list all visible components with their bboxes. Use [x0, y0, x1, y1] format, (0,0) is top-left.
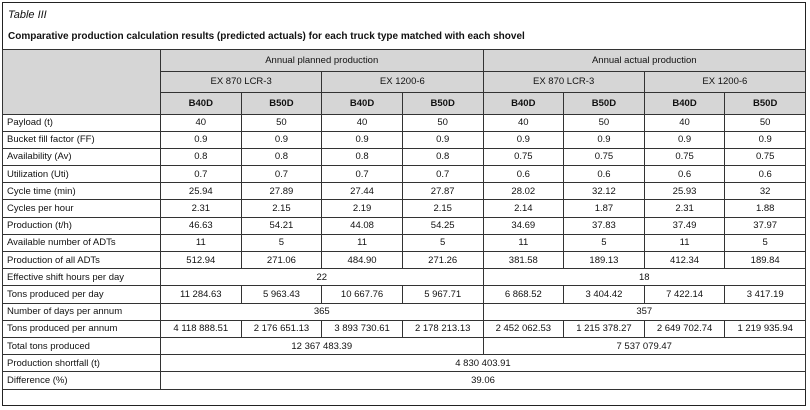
table-cell: 0.7 — [241, 166, 322, 183]
table-cell: 1.88 — [725, 200, 806, 217]
table-row — [3, 269, 806, 286]
table-cell: 32 — [725, 183, 806, 200]
table-cell: 10 667.76 — [322, 286, 403, 303]
table-row — [3, 148, 806, 165]
table-row — [3, 303, 806, 320]
table-cell: 189.13 — [564, 252, 645, 269]
table-cell: 37.83 — [564, 217, 645, 234]
table-cell: 2.31 — [644, 200, 725, 217]
table-cell: 0.7 — [322, 166, 403, 183]
table-cell: 0.6 — [483, 166, 564, 183]
table-cell: 2.14 — [483, 200, 564, 217]
table-cell: 2.19 — [322, 200, 403, 217]
table-cell: 5 — [402, 234, 483, 251]
table-cell: 2.15 — [241, 200, 322, 217]
table-cell: 37.97 — [725, 217, 806, 234]
table-cell: 0.7 — [402, 166, 483, 183]
table-cell: 2.15 — [402, 200, 483, 217]
table-cell: 7 537 079.47 — [483, 337, 806, 354]
table-cell: 2 178 213.13 — [402, 320, 483, 337]
row-label: Production (t/h) — [3, 217, 161, 234]
table-cell: 1.87 — [564, 200, 645, 217]
row-label: Cycle time (min) — [3, 183, 161, 200]
table-cell: 3 404.42 — [564, 286, 645, 303]
truck-header: B50D — [241, 93, 322, 115]
production-table — [2, 49, 806, 390]
table-cell: 2 176 651.13 — [241, 320, 322, 337]
table-cell: 11 — [161, 234, 242, 251]
table-row — [3, 217, 806, 234]
table-cell: 7 422.14 — [644, 286, 725, 303]
table-cell: 28.02 — [483, 183, 564, 200]
row-label: Tons produced per day — [3, 286, 161, 303]
row-label: Difference (%) — [3, 372, 161, 389]
row-label: Production of all ADTs — [3, 252, 161, 269]
table-row — [3, 234, 806, 251]
table-cell: 40 — [644, 114, 725, 131]
shovel-header: EX 870 LCR-3 — [161, 71, 322, 93]
row-label: Available number of ADTs — [3, 234, 161, 251]
row-label: Effective shift hours per day — [3, 269, 161, 286]
table-cell: 0.9 — [322, 131, 403, 148]
truck-header: B40D — [483, 93, 564, 115]
table-cell: 50 — [564, 114, 645, 131]
row-label: Utilization (Uti) — [3, 166, 161, 183]
table-cell: 0.9 — [161, 131, 242, 148]
table-cell: 0.9 — [725, 131, 806, 148]
table-cell: 54.25 — [402, 217, 483, 234]
table-cell: 0.8 — [241, 148, 322, 165]
table-cell: 5 — [241, 234, 322, 251]
table-cell: 357 — [483, 303, 806, 320]
table-cell: 0.9 — [241, 131, 322, 148]
row-label: Tons produced per annum — [3, 320, 161, 337]
table-row — [3, 337, 806, 354]
table-cell: 50 — [402, 114, 483, 131]
table-cell: 11 — [322, 234, 403, 251]
table-cell: 484.90 — [322, 252, 403, 269]
table-cell: 37.49 — [644, 217, 725, 234]
truck-header: B40D — [644, 93, 725, 115]
table-cell: 32.12 — [564, 183, 645, 200]
table-cell: 0.9 — [483, 131, 564, 148]
table-caption: Comparative production calculation results (predicted actuals) for each truck type matched with each shovel — [8, 31, 525, 42]
table-cell: 0.7 — [161, 166, 242, 183]
table-cell: 5 963.43 — [241, 286, 322, 303]
table-cell: 0.6 — [725, 166, 806, 183]
table-row — [3, 200, 806, 217]
table-cell: 512.94 — [161, 252, 242, 269]
table-cell: 0.6 — [564, 166, 645, 183]
table-cell: 3 893 730.61 — [322, 320, 403, 337]
table-cell: 365 — [161, 303, 484, 320]
table-row — [3, 320, 806, 337]
table-cell: 0.9 — [564, 131, 645, 148]
table-cell: 271.06 — [241, 252, 322, 269]
table-cell: 44.08 — [322, 217, 403, 234]
table-row — [3, 183, 806, 200]
table-cell: 11 — [483, 234, 564, 251]
table-cell: 0.75 — [564, 148, 645, 165]
table-cell: 40 — [483, 114, 564, 131]
table-cell: 271.26 — [402, 252, 483, 269]
table-cell: 189.84 — [725, 252, 806, 269]
table-cell: 0.9 — [644, 131, 725, 148]
table-cell: 381.58 — [483, 252, 564, 269]
table-cell: 34.69 — [483, 217, 564, 234]
table-cell: 5 — [564, 234, 645, 251]
table-cell: 0.8 — [322, 148, 403, 165]
table-cell: 4 118 888.51 — [161, 320, 242, 337]
table-cell: 27.87 — [402, 183, 483, 200]
table-cell: 2 649 702.74 — [644, 320, 725, 337]
table-cell: 0.9 — [402, 131, 483, 148]
table-cell: 0.75 — [483, 148, 564, 165]
row-label: Bucket fill factor (FF) — [3, 131, 161, 148]
table-cell: 0.75 — [725, 148, 806, 165]
table-row — [3, 372, 806, 389]
table-cell: 46.63 — [161, 217, 242, 234]
table-cell: 25.93 — [644, 183, 725, 200]
table-cell: 18 — [483, 269, 806, 286]
table-cell: 22 — [161, 269, 484, 286]
table-cell: 3 417.19 — [725, 286, 806, 303]
table-cell: 1 215 378.27 — [564, 320, 645, 337]
truck-header: B40D — [161, 93, 242, 115]
table-cell: 11 — [644, 234, 725, 251]
truck-header: B50D — [725, 93, 806, 115]
table-cell: 0.8 — [402, 148, 483, 165]
row-label: Total tons produced — [3, 337, 161, 354]
table-cell: 0.8 — [161, 148, 242, 165]
table-cell: 6 868.52 — [483, 286, 564, 303]
group-header: Annual planned production — [161, 50, 484, 72]
table-cell: 4 830 403.91 — [161, 355, 806, 372]
table-row — [3, 114, 806, 131]
table-cell: 40 — [322, 114, 403, 131]
table-cell: 5 — [725, 234, 806, 251]
table-cell: 27.44 — [322, 183, 403, 200]
table-row — [3, 131, 806, 148]
table-cell: 11 284.63 — [161, 286, 242, 303]
table-cell: 2.31 — [161, 200, 242, 217]
row-label: Availability (Av) — [3, 148, 161, 165]
table-row — [3, 252, 806, 269]
row-label: Cycles per hour — [3, 200, 161, 217]
shovel-header: EX 1200-6 — [322, 71, 483, 93]
row-label: Payload (t) — [3, 114, 161, 131]
shovel-header: EX 1200-6 — [644, 71, 805, 93]
table-cell: 412.34 — [644, 252, 725, 269]
table-row — [3, 286, 806, 303]
table-cell: 1 219 935.94 — [725, 320, 806, 337]
truck-header: B50D — [564, 93, 645, 115]
table-cell: 0.75 — [644, 148, 725, 165]
table-cell: 50 — [241, 114, 322, 131]
table-cell: 25.94 — [161, 183, 242, 200]
table-cell: 40 — [161, 114, 242, 131]
row-label: Production shortfall (t) — [3, 355, 161, 372]
shovel-header: EX 870 LCR-3 — [483, 71, 644, 93]
table-cell: 54.21 — [241, 217, 322, 234]
table-cell: 5 967.71 — [402, 286, 483, 303]
group-header: Annual actual production — [483, 50, 806, 72]
table-row — [3, 166, 806, 183]
table-cell: 39.06 — [161, 372, 806, 389]
truck-header: B50D — [402, 93, 483, 115]
truck-header: B40D — [322, 93, 403, 115]
table-cell: 0.6 — [644, 166, 725, 183]
table-cell: 50 — [725, 114, 806, 131]
corner-header — [3, 50, 161, 115]
table-cell: 2 452 062.53 — [483, 320, 564, 337]
row-label: Number of days per annum — [3, 303, 161, 320]
table-label: Table III — [8, 9, 47, 21]
table-cell: 12 367 483.39 — [161, 337, 484, 354]
table-cell: 27.89 — [241, 183, 322, 200]
table-row — [3, 355, 806, 372]
